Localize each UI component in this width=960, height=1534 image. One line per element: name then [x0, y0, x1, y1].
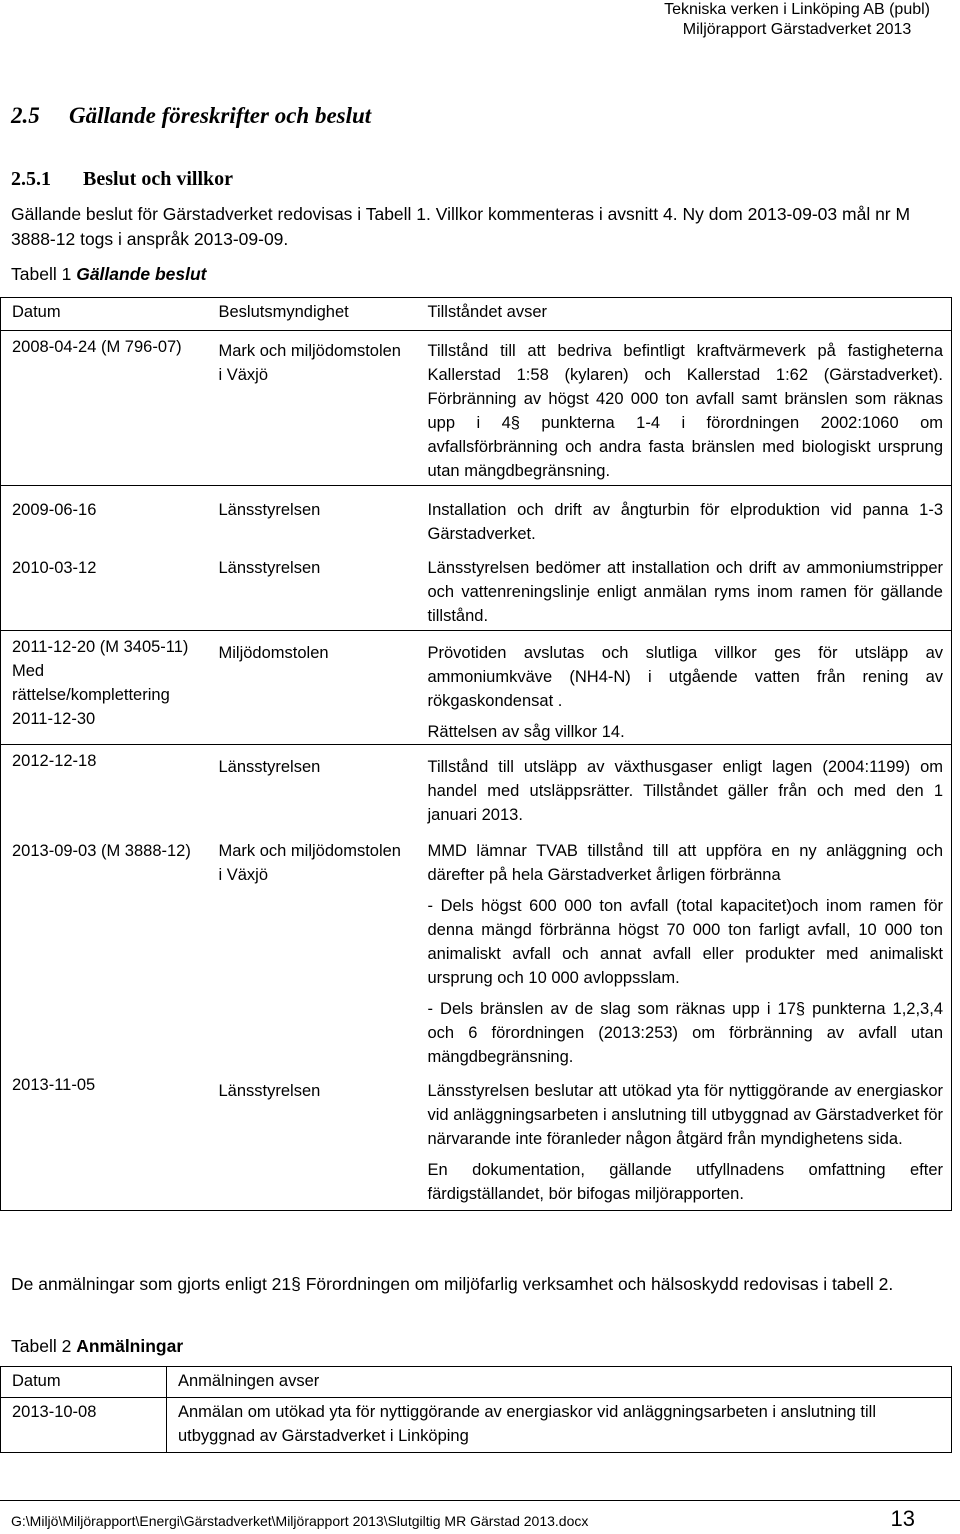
- table1-header-row: [1, 298, 952, 331]
- page-header: [664, 0, 930, 40]
- paragraph-notifications: De anmälningar som gjorts enligt 21§ Förordningen om miljöfarlig verksamhet och hälsoskydd redovisas i tabell 2.: [11, 1274, 894, 1294]
- table2-header-date: Datum: [1, 1367, 167, 1398]
- row-text: Installation och drift av ångturbin för elproduktion vid panna 1-3 Gärstadverket.: [427, 501, 943, 543]
- table1-caption: [11, 264, 207, 285]
- row-authority: Länsstyrelsen: [218, 501, 321, 519]
- row-text: Länsstyrelsen bedömer att installation och drift av ammoniumstripper och vattenreningslinje enligt anmälan ryms inom ramen för gällande tillstånd.: [427, 559, 943, 625]
- row-text-part: Prövotiden avslutas och slutliga villkor ges för utsläpp av ammoniumkväve (NH4-N) i utgående vatten från rening av rökgaskondensat .: [427, 644, 943, 710]
- row-text-part: MMD lämnar TVAB tillstånd till att uppföra en ny anläggning och därefter på hela Gärstadverket årligen förbränna: [427, 842, 943, 884]
- table2-caption-title: Anmälningar: [76, 1336, 184, 1356]
- table2-caption: [11, 1336, 183, 1357]
- subsection-heading: [11, 168, 233, 191]
- row-date: 2011-12-20 (M 3405-11) Med rättelse/komplettering 2011-12-30: [12, 638, 189, 728]
- row-text: [417, 631, 952, 745]
- footer-divider: [0, 1500, 960, 1501]
- table-row: [1, 827, 952, 1069]
- table-row: [1, 745, 952, 828]
- row-text-part: Rättelsen av såg villkor 14.: [427, 723, 625, 741]
- table1-header-subject: Tillståndet avser: [427, 303, 548, 321]
- row-date: 2010-03-12: [12, 559, 97, 577]
- subsection-number: 2.5.1: [11, 168, 51, 190]
- table-row: [1, 1069, 952, 1211]
- row-text: [417, 1069, 952, 1211]
- table2-header-subject: Anmälningen avser: [167, 1367, 952, 1398]
- table-row: [1, 331, 952, 486]
- row-authority: Länsstyrelsen: [218, 1082, 321, 1100]
- header-company: Tekniska verken i Linköping AB (publ): [664, 1, 930, 18]
- section-heading: [11, 103, 371, 129]
- row-authority: Mark och miljödomstolen i Växjö: [218, 842, 401, 884]
- row-date: 2013-10-08: [1, 1398, 167, 1453]
- row-text-part: - Dels högst 600 000 ton avfall (total kapacitet)och inom ramen för denna mängd förbränna högst 70 000 ton farligt avfall, 10 000 ton animaliskt avfall och annat avfall eller produkter med animaliskt ursprung och 10 000 avloppsslam.: [427, 897, 943, 987]
- header-report: Miljörapport Gärstadverket 2013: [682, 21, 912, 38]
- row-date: 2013-09-03 (M 3888-12): [12, 842, 191, 860]
- row-authority: Länsstyrelsen: [218, 758, 321, 776]
- notifications-table: [0, 1366, 952, 1453]
- row-date: 2012-12-18: [12, 752, 97, 770]
- row-date: 2008-04-24 (M 796-07): [12, 338, 182, 356]
- row-date: 2009-06-16: [12, 501, 97, 519]
- row-date: 2013-11-05: [12, 1076, 96, 1094]
- intro-paragraph: Gällande beslut för Gärstadverket redovisas i Tabell 1. Villkor kommenteras i avsnitt 4. Ny dom 2013-09-03 mål nr M 3888-12 togs i anspråk 2013-09-09.: [11, 204, 911, 249]
- table-row: [1, 486, 952, 547]
- table1-caption-prefix: Tabell 1: [11, 264, 72, 284]
- row-text: Tillstånd till att bedriva befintligt kraftvärmeverk på fastigheterna Kallerstad 1:58 (kylaren) och Kallerstad 1:62 (Gärstadverket). Förbränning av högst 420 000 ton avfall samt bränslen som räknas upp i 4§ punkterna 1-4 i förordningen 2002:1060 om avfallsförbränning och andra fasta bränslen med biologiskt ursprung utan mängdbegränsning.: [427, 342, 943, 480]
- row-authority: Länsstyrelsen: [218, 559, 321, 577]
- row-authority: Miljödomstolen: [218, 644, 329, 662]
- table2-caption-prefix: Tabell 2: [11, 1336, 72, 1356]
- footer-path: G:\Miljö\Miljörapport\Energi\Gärstadverket\Miljörapport 2013\Slutgiltig MR Gärstad 2013.docx: [11, 1513, 589, 1529]
- table-row: [1, 1398, 952, 1453]
- page-number: 13: [890, 1506, 915, 1531]
- row-text-part: En dokumentation, gällande utfyllnadens omfattning efter färdigställandet, bör bifogas miljörapporten.: [427, 1161, 943, 1203]
- row-text: Tillstånd till utsläpp av växthusgaser enligt lagen (2004:1199) om handel med utsläppsrätter. Tillståndet gäller från och med den 1 januari 2013.: [427, 758, 943, 824]
- row-text: [417, 827, 952, 1069]
- table-row: [1, 631, 952, 745]
- row-text: Anmälan om utökad yta för nyttiggörande av energiaskor vid anläggningsarbeten i anslutning till utbyggnad av Gärstadverket i Linköping: [167, 1398, 952, 1453]
- table2-header-row: [1, 1367, 952, 1398]
- row-authority: Mark och miljödomstolen i Växjö: [218, 342, 401, 384]
- row-text-part: - Dels bränslen av de slag som räknas upp i 17§ punkterna 1,2,3,4 och 6 förordningen (2013:253) om förbränning av avfall utan mängdbegränsning.: [427, 1000, 943, 1066]
- section-title: Gällande föreskrifter och beslut: [69, 103, 372, 128]
- table1-header-date: Datum: [12, 303, 61, 321]
- section-number: 2.5: [11, 103, 40, 128]
- row-text-part: Länsstyrelsen beslutar att utökad yta för nyttiggörande av energiaskor vid anläggningsarbeten i anslutning till utbyggnad av Gärstadverket för närvarande inte föranleder någon åtgärd från myndighetens sida.: [427, 1082, 943, 1148]
- table1-caption-title: Gällande beslut: [76, 264, 207, 284]
- table1-header-authority: Beslutsmyndighet: [218, 303, 349, 321]
- table-row: [1, 546, 952, 631]
- decisions-table: [0, 297, 952, 1211]
- subsection-title: Beslut och villkor: [83, 168, 234, 190]
